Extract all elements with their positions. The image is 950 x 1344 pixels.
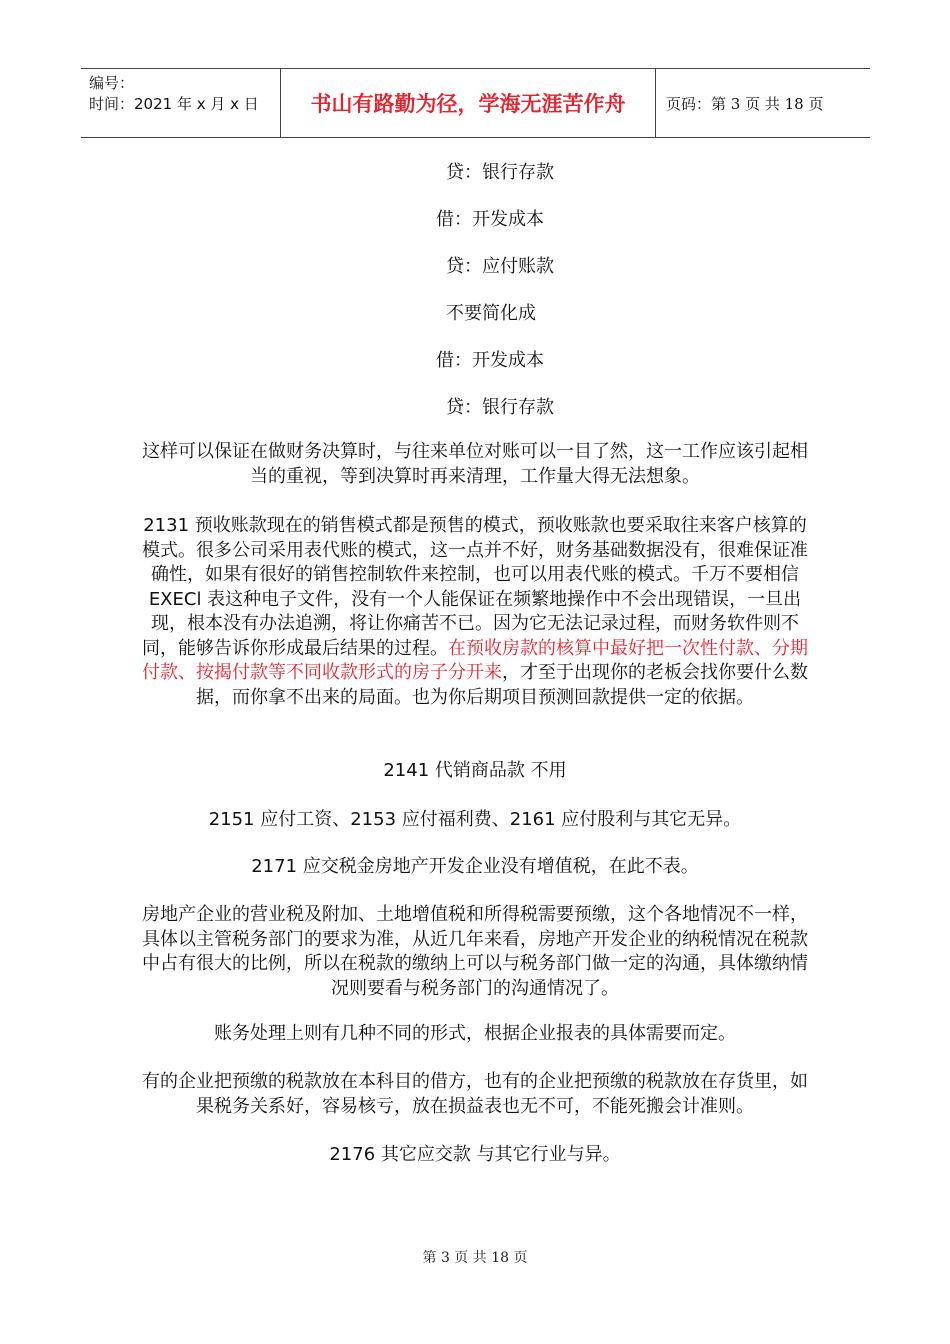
paragraph-2131-advance-receipts — [140, 514, 810, 710]
paragraph-prepaid-taxes: 房地产企业的营业税及附加、土地增值税和所得税需要预缴，这个各地情况不一样，具体以主管税务部门的要求为准，从近几年来看，房地产开发企业的纳税情况在税款中占有很大的比例，所以在税款的缴纳上可以与税务部门做一定的沟通，具体缴纳情况则要看与税务部门的沟通情况了。 — [142, 904, 808, 999]
header-motto: 书山有路勤为径，学海无涯苦作舟 — [281, 69, 656, 137]
entry-credit-bank-deposit-2: 贷：银行存款 — [446, 397, 554, 418]
entry-debit-development-cost: 借：开发成本 — [436, 209, 544, 230]
paragraph-2176: 2176 其它应交款 与其它行业与异。 — [329, 1144, 621, 1165]
paragraph-2131-highlight: 在预收房款的核算中最好把一次性付款、分期付款、按揭付款等不同收款形式的房子分开来 — [142, 637, 808, 683]
paragraph-prepaid-tax-placement: 有的企业把预缴的税款放在本科目的借方，也有的企业把预缴的税款放在存货里，如果税务关系好，容易核亏，放在损益表也无不可，不能死搬会计准则。 — [142, 1071, 808, 1117]
paragraph-accounting-forms: 账务处理上则有几种不同的形式，根据企业报表的具体需要而定。 — [214, 1023, 736, 1044]
paragraph-reconciliation: 这样可以保证在做财务决算时，与往来单位对账可以一目了然，这一工作应该引起相当的重视，等到决算时再来清理，工作量大得无法想象。 — [142, 441, 808, 487]
header-page-info: 页码：第 3 页 共 18 页 — [666, 94, 824, 113]
time-label: 时间：2021 年 x 月 x 日 — [89, 95, 259, 113]
entry-note-do-not-simplify: 不要简化成 — [446, 303, 536, 324]
paragraph-2141: 2141 代销商品款 不用 — [383, 760, 567, 781]
paragraph-2131-text: 2131 预收账款现在的销售模式都是预售的模式，预收账款也要采取往来客户核算的模式。很多公司采用表代账的模式，这一点并不好，财务基础数据没有，很难保证准确性，如果有很好的销售控制软件来控制，也可以用表代账的模式。千万不要相信 EXECl 表这种电子文件，没有一个人能保证在频繁地操作中不会出现错误，一旦出现，根本没有办法追溯，将让你痛苦不已。因为它无法记录过程，而财务软件则不同，能够告诉你形成最后结果的过程。 — [142, 515, 808, 659]
paragraph-2171: 2171 应交税金房地产开发企业没有增值税，在此不表。 — [251, 856, 699, 877]
number-label: 编号： — [89, 74, 135, 92]
header-meta-cell — [81, 69, 281, 137]
entry-debit-development-cost-2: 借：开发成本 — [436, 350, 544, 371]
paragraph-2151: 2151 应付工资、2153 应付福利费、2161 应付股利与其它无异。 — [208, 809, 742, 830]
entry-credit-bank-deposit: 贷：银行存款 — [446, 162, 554, 183]
page-footer: 第 3 页 共 18 页 — [422, 1250, 528, 1266]
paragraph-2131-tail: ，才至于出现你的老板会找你要什么数据，而你拿不出来的局面。也为你后期项目预测回款提供一定的依据。 — [196, 662, 808, 708]
entry-credit-accounts-payable: 贷：应付账款 — [446, 256, 554, 277]
page-header-table — [81, 68, 870, 138]
